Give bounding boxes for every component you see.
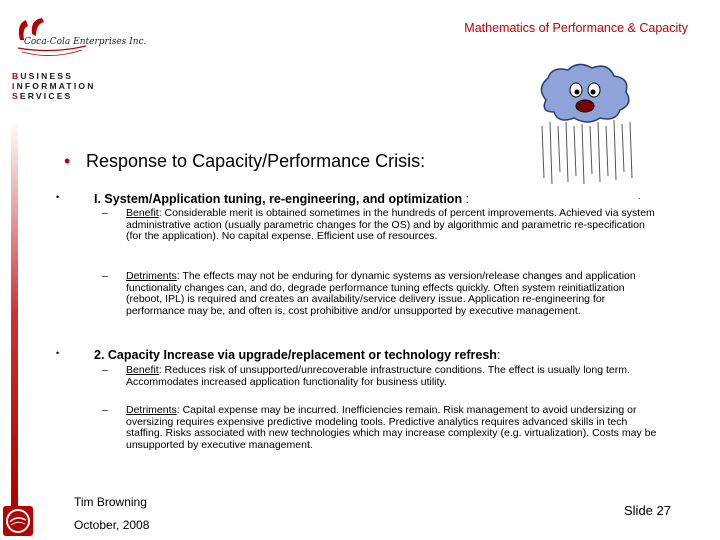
- section-2-title: • 2. Capacity Increase via upgrade/replacement or technology refresh:: [56, 348, 501, 362]
- logo-line: INFORMATION: [12, 81, 96, 91]
- header-title: Mathematics of Performance & Capacity: [464, 21, 688, 35]
- script-logo-icon: [12, 14, 147, 64]
- footer-date: October, 2008: [74, 518, 150, 532]
- section-1-title: • I. System/Application tuning, re-engineering, and optimization :: [56, 192, 470, 206]
- business-information-services-mark: [12, 71, 94, 101]
- company-logo: [12, 14, 147, 101]
- logo-line: SERVICES: [12, 91, 73, 101]
- slide-number: Slide 27: [624, 503, 671, 518]
- main-heading: • Response to Capacity/Performance Crisis:: [64, 151, 426, 171]
- footer-author: Tim Browning: [74, 495, 147, 509]
- logo-line: BUSINESS: [12, 71, 74, 81]
- stray-mark: .: [638, 191, 641, 201]
- storm-cloud-icon: [532, 60, 640, 185]
- coca-cola-badge-icon: [2, 505, 34, 537]
- left-accent-bar: [11, 120, 18, 508]
- svg-text:Coca-Cola Enterprises Inc.: Coca-Cola Enterprises Inc.: [24, 37, 147, 47]
